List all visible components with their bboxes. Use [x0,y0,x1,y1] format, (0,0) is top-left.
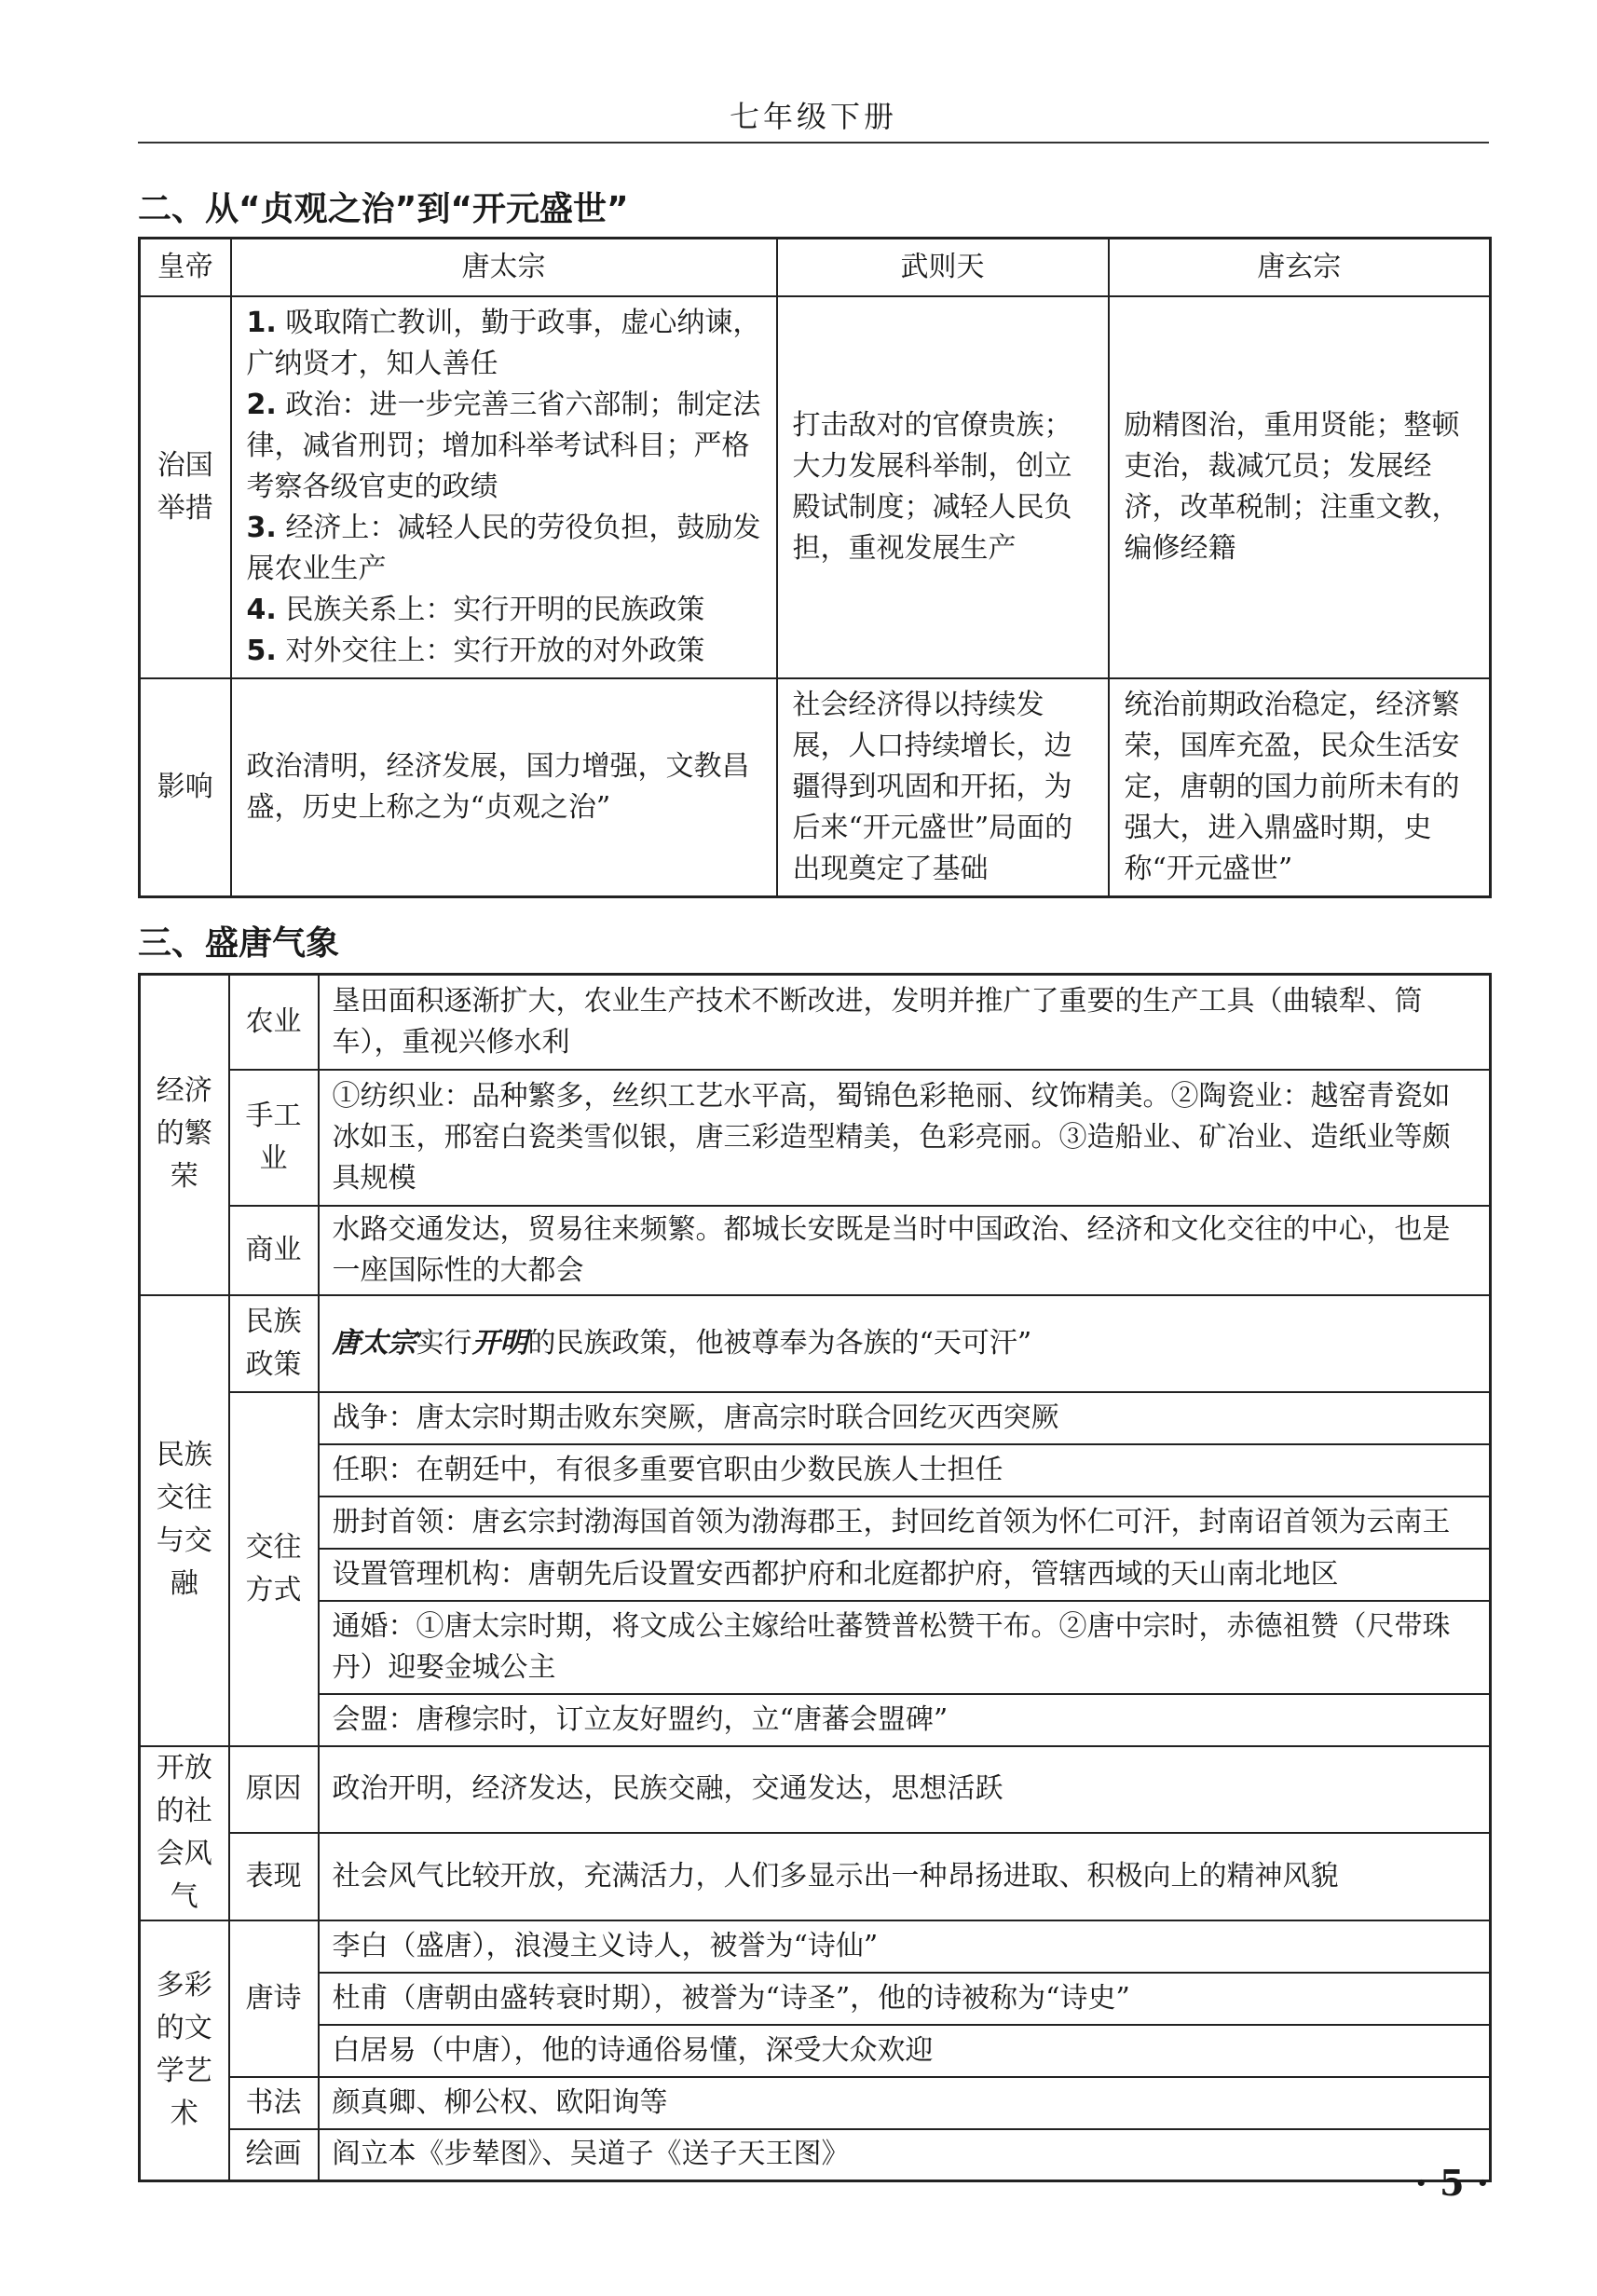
sub-exchange-ways: 交往方式 [229,1392,319,1746]
poet-du-fu: 杜甫（唐朝由盛转衰时期），被誉为“诗圣”，他的诗被称为“诗史” [319,1973,1491,2025]
wuzetian-measures: 打击敌对的官僚贵族；大力发展科举制，创立殿试制度；减轻人民负担，重视发展生产 [777,296,1109,678]
col-header-xuanzong: 唐玄宗 [1109,239,1491,297]
running-title: 七年级下册 [729,99,897,134]
cause-text: 政治开明，经济发达，民族交融，交通发达，思想活跃 [319,1746,1491,1834]
header-rule [138,142,1489,144]
table-row [140,1295,1491,1392]
sub-calligraphy: 书法 [229,2077,319,2129]
page-number: · 5 · [1414,2162,1489,2204]
row-label-measures: 治国举措 [140,296,231,678]
category-openness: 开放的社会风气 [140,1746,229,1920]
ethnic-policy-text: 唐太宗实行开明的民族政策，他被尊奉为各族的“天可汗” [319,1295,1491,1392]
wuzetian-impact: 社会经济得以持续发展，人口持续增长，边疆得到巩固和开拓，为后来“开元盛世”局面的出现奠定了基础 [777,678,1109,897]
calligraphy-text: 颜真卿、柳公权、欧阳询等 [319,2077,1491,2129]
list-item: 5. 对外交往上：实行开放的对外政策 [246,635,705,667]
way-investiture: 册封首领：唐玄宗封渤海国首领为渤海郡王，封回纥首领为怀仁可汗，封南诏首领为云南王 [319,1496,1491,1549]
table-row [140,1920,1491,1973]
col-header-wuzetian: 武则天 [777,239,1109,297]
sub-painting: 绘画 [229,2129,319,2181]
table-row [140,1746,1491,1834]
table-row-impact [140,678,1491,897]
painting-text: 阎立本《步辇图》、吴道子《送子天王图》 [319,2129,1491,2181]
manifestation-text: 社会风气比较开放，充满活力，人们多显示出一种昂扬进取、积极向上的精神风貌 [319,1833,1491,1920]
table-row [140,2025,1491,2077]
table-row [140,2129,1491,2181]
taizong-measures [231,296,777,678]
table-header-row [140,239,1491,297]
list-item: 4. 民族关系上：实行开明的民族政策 [246,594,705,626]
category-ethnic: 民族交往与交融 [140,1295,229,1746]
table-row [140,1444,1491,1496]
table-row [140,1973,1491,2025]
commerce-text: 水路交通发达，贸易往来频繁。都城长安既是当时中国政治、经济和文化交往的中心，也是一座国际性的大都会 [319,1206,1491,1295]
taizong-impact: 政治清明，经济发展，国力增强，文教昌盛，历史上称之为“贞观之治” [231,678,777,897]
category-literature: 多彩的文学艺术 [140,1920,229,2181]
table-row [140,2077,1491,2129]
handicraft-text: ①纺织业：品种繁多，丝织工艺水平高，蜀锦色彩艳丽、纹饰精美。②陶瓷业：越窑青瓷如冰如玉，邢窑白瓷类雪似银，唐三彩造型精美，色彩亮丽。③造船业、矿冶业、造纸业等颇具规模 [319,1070,1491,1206]
section-3-title: 三、盛唐气象 [138,924,340,963]
sub-cause: 原因 [229,1746,319,1834]
table-row [140,1601,1491,1694]
table-row [140,1070,1491,1206]
list-item: 3. 经济上：减轻人民的劳役负担，鼓励发展农业生产 [246,512,761,585]
table-row-measures [140,296,1491,678]
table-row [140,1496,1491,1549]
section-2-title: 二、从“贞观之治”到“开元盛世” [138,190,629,228]
table-row [140,1694,1491,1746]
way-war: 战争：唐太宗时期击败东突厥，唐高宗时联合回纥灭西突厥 [319,1392,1491,1444]
way-alliance: 会盟：唐穆宗时，订立友好盟约，立“唐蕃会盟碑” [319,1694,1491,1746]
poet-li-bai: 李白（盛唐），浪漫主义诗人，被誉为“诗仙” [319,1920,1491,1973]
category-economy: 经济的繁荣 [140,975,229,1295]
row-label-impact: 影响 [140,678,231,897]
table-row [140,1549,1491,1601]
xuanzong-measures: 励精图治，重用贤能；整顿吏治，裁减冗员；发展经济，改革税制；注重文教，编修经籍 [1109,296,1491,678]
sub-manifestation: 表现 [229,1833,319,1920]
sub-agriculture: 农业 [229,975,319,1070]
table-row [140,1392,1491,1444]
sub-poetry: 唐诗 [229,1920,319,2077]
list-item: 2. 政治：进一步完善三省六部制；制定法律，减省刑罚；增加科举考试科目；严格考察各级官吏的政绩 [246,389,761,503]
xuanzong-impact: 统治前期政治稳定，经济繁荣，国库充盈，民众生活安定，唐朝的国力前所未有的强大，进入鼎盛时期，史称“开元盛世” [1109,678,1491,897]
sub-handicraft: 手工业 [229,1070,319,1206]
list-item: 1. 吸取隋亡教训，勤于政事，虚心纳谏，广纳贤才，知人善任 [246,307,761,380]
emperor-comparison-table [138,237,1492,898]
way-marriage: 通婚：①唐太宗时期，将文成公主嫁给吐蕃赞普松赞干布。②唐中宗时，赤德祖赞（尺带珠丹）迎娶金城公主 [319,1601,1491,1694]
sub-ethnic-policy: 民族政策 [229,1295,319,1392]
tang-prosperity-table [138,973,1492,2182]
col-header-emperor: 皇帝 [140,239,231,297]
agriculture-text: 垦田面积逐渐扩大，农业生产技术不断改进，发明并推广了重要的生产工具（曲辕犁、筒车），重视兴修水利 [319,975,1491,1070]
table-row [140,975,1491,1070]
poet-bai-juyi: 白居易（中唐），他的诗通俗易懂，深受大众欢迎 [319,2025,1491,2077]
table-row [140,1206,1491,1295]
way-administration: 设置管理机构：唐朝先后设置安西都护府和北庭都护府，管辖西域的天山南北地区 [319,1549,1491,1601]
table-row [140,1833,1491,1920]
col-header-taizong: 唐太宗 [231,239,777,297]
way-office: 任职：在朝廷中，有很多重要官职由少数民族人士担任 [319,1444,1491,1496]
sub-commerce: 商业 [229,1206,319,1295]
